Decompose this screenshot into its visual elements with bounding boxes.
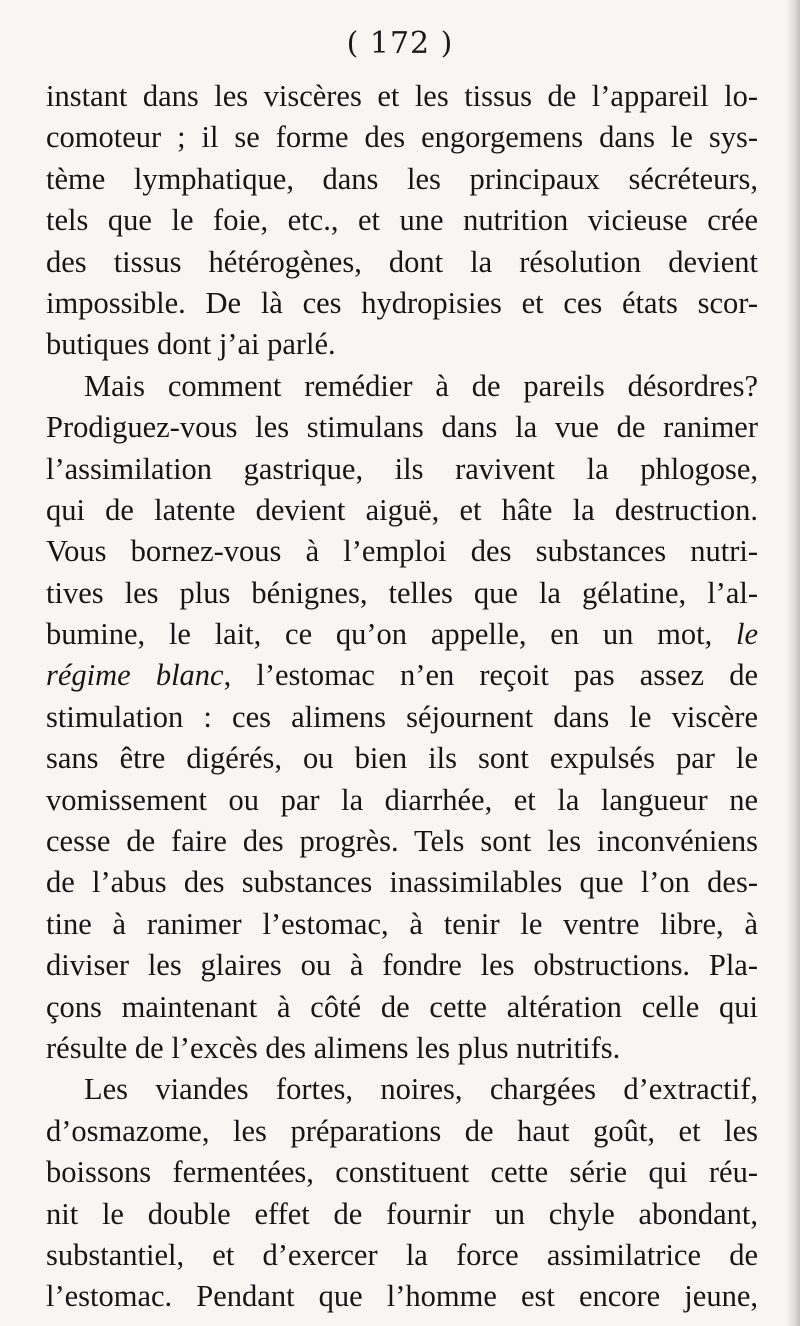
text-line — [46, 1194, 758, 1235]
text-segment: qui de latente devient aiguë, et hâte la destruction. — [46, 492, 758, 527]
text-segment: butiques dont j’ai parlé. — [46, 327, 336, 362]
text-line — [46, 904, 758, 945]
text-line — [46, 945, 758, 986]
text-segment: sans être digérés, ou bien ils sont expulsés par le — [46, 741, 758, 776]
text-segment: des tissus hétérogènes, dont la résolution devient — [46, 244, 758, 279]
text-line — [46, 449, 758, 490]
text-line — [46, 324, 758, 365]
text-segment: résulte de l’excès des alimens les plus nutritifs. — [46, 1030, 621, 1065]
text-line — [46, 242, 758, 283]
text-segment: stimulation : ces alimens séjournent dans le viscère — [46, 699, 758, 734]
text-segment: , l’estomac n’en reçoit pas assez de — [223, 658, 758, 693]
page-edge-shadow — [786, 0, 800, 1326]
text-line — [46, 490, 758, 531]
text-line — [46, 697, 758, 738]
text-line — [46, 614, 758, 655]
text-segment: substantiel, et d’exercer la force assimilatrice de — [46, 1237, 758, 1272]
text-segment: d’osmazome, les préparations de haut goût, et les — [46, 1113, 758, 1148]
italic-text: régime blanc — [46, 658, 224, 693]
text-line — [46, 531, 758, 572]
text-line — [46, 1111, 758, 1152]
text-line — [46, 1235, 758, 1276]
text-segment: tème lymphatique, dans les principaux sécréteurs, — [46, 161, 758, 196]
text-line — [46, 366, 758, 407]
text-line — [46, 1276, 758, 1317]
text-line — [46, 987, 758, 1028]
body-text — [46, 76, 758, 1318]
text-line — [46, 738, 758, 779]
text-segment: diviser les glaires ou à fondre les obstructions. Pla- — [46, 948, 758, 983]
text-segment: nit le double effet de fournir un chyle abondant, — [46, 1196, 758, 1231]
text-segment: bumine, le lait, ce qu’on appelle, en un mot, — [46, 617, 736, 652]
text-segment: Mais comment remédier à de pareils désordres? — [84, 368, 758, 403]
page-number: ( 172 ) — [346, 26, 454, 61]
text-line — [46, 1069, 758, 1110]
text-segment: vomissement ou par la diarrhée, et la langueur ne — [46, 782, 758, 817]
text-segment: boissons fermentées, constituent cette série qui réu- — [46, 1155, 758, 1190]
text-segment: tives les plus bénignes, telles que la gélatine, l’al- — [46, 575, 758, 610]
text-segment: comoteur ; il se forme des engorgemens dans le sys- — [46, 120, 758, 155]
text-segment: Prodiguez-vous les stimulans dans la vue de ranimer — [46, 410, 758, 445]
text-segment: tels que le foie, etc., et une nutrition vicieuse crée — [46, 203, 758, 238]
italic-text: le — [735, 617, 758, 652]
text-line — [46, 407, 758, 448]
text-line — [46, 283, 758, 324]
text-line — [46, 76, 758, 117]
text-segment: cesse de faire des progrès. Tels sont les inconvéniens — [46, 824, 758, 859]
text-segment: tine à ranimer l’estomac, à tenir le ventre libre, à — [46, 906, 758, 941]
text-line — [46, 573, 758, 614]
text-line — [46, 655, 758, 696]
text-line — [46, 159, 758, 200]
text-segment: de l’abus des substances inassimilables que l’on des- — [46, 865, 758, 900]
text-line — [46, 780, 758, 821]
text-line — [46, 821, 758, 862]
text-line — [46, 1028, 758, 1069]
text-line — [46, 1152, 758, 1193]
text-segment: l’estomac. Pendant que l’homme est encore jeune, — [46, 1279, 758, 1314]
text-line — [46, 200, 758, 241]
text-segment: impossible. De là ces hydropisies et ces états scor- — [46, 285, 758, 320]
text-segment: çons maintenant à côté de cette altération celle qui — [46, 989, 758, 1024]
text-segment: Les viandes fortes, noires, chargées d’extractif, — [84, 1072, 758, 1107]
text-line — [46, 862, 758, 903]
text-segment: instant dans les viscères et les tissus de l’appareil lo- — [46, 79, 758, 113]
text-segment: Vous bornez-vous à l’emploi des substances nutri- — [46, 534, 758, 569]
text-segment: l’assimilation gastrique, ils ravivent la phlogose, — [46, 451, 758, 486]
text-line — [46, 117, 758, 158]
